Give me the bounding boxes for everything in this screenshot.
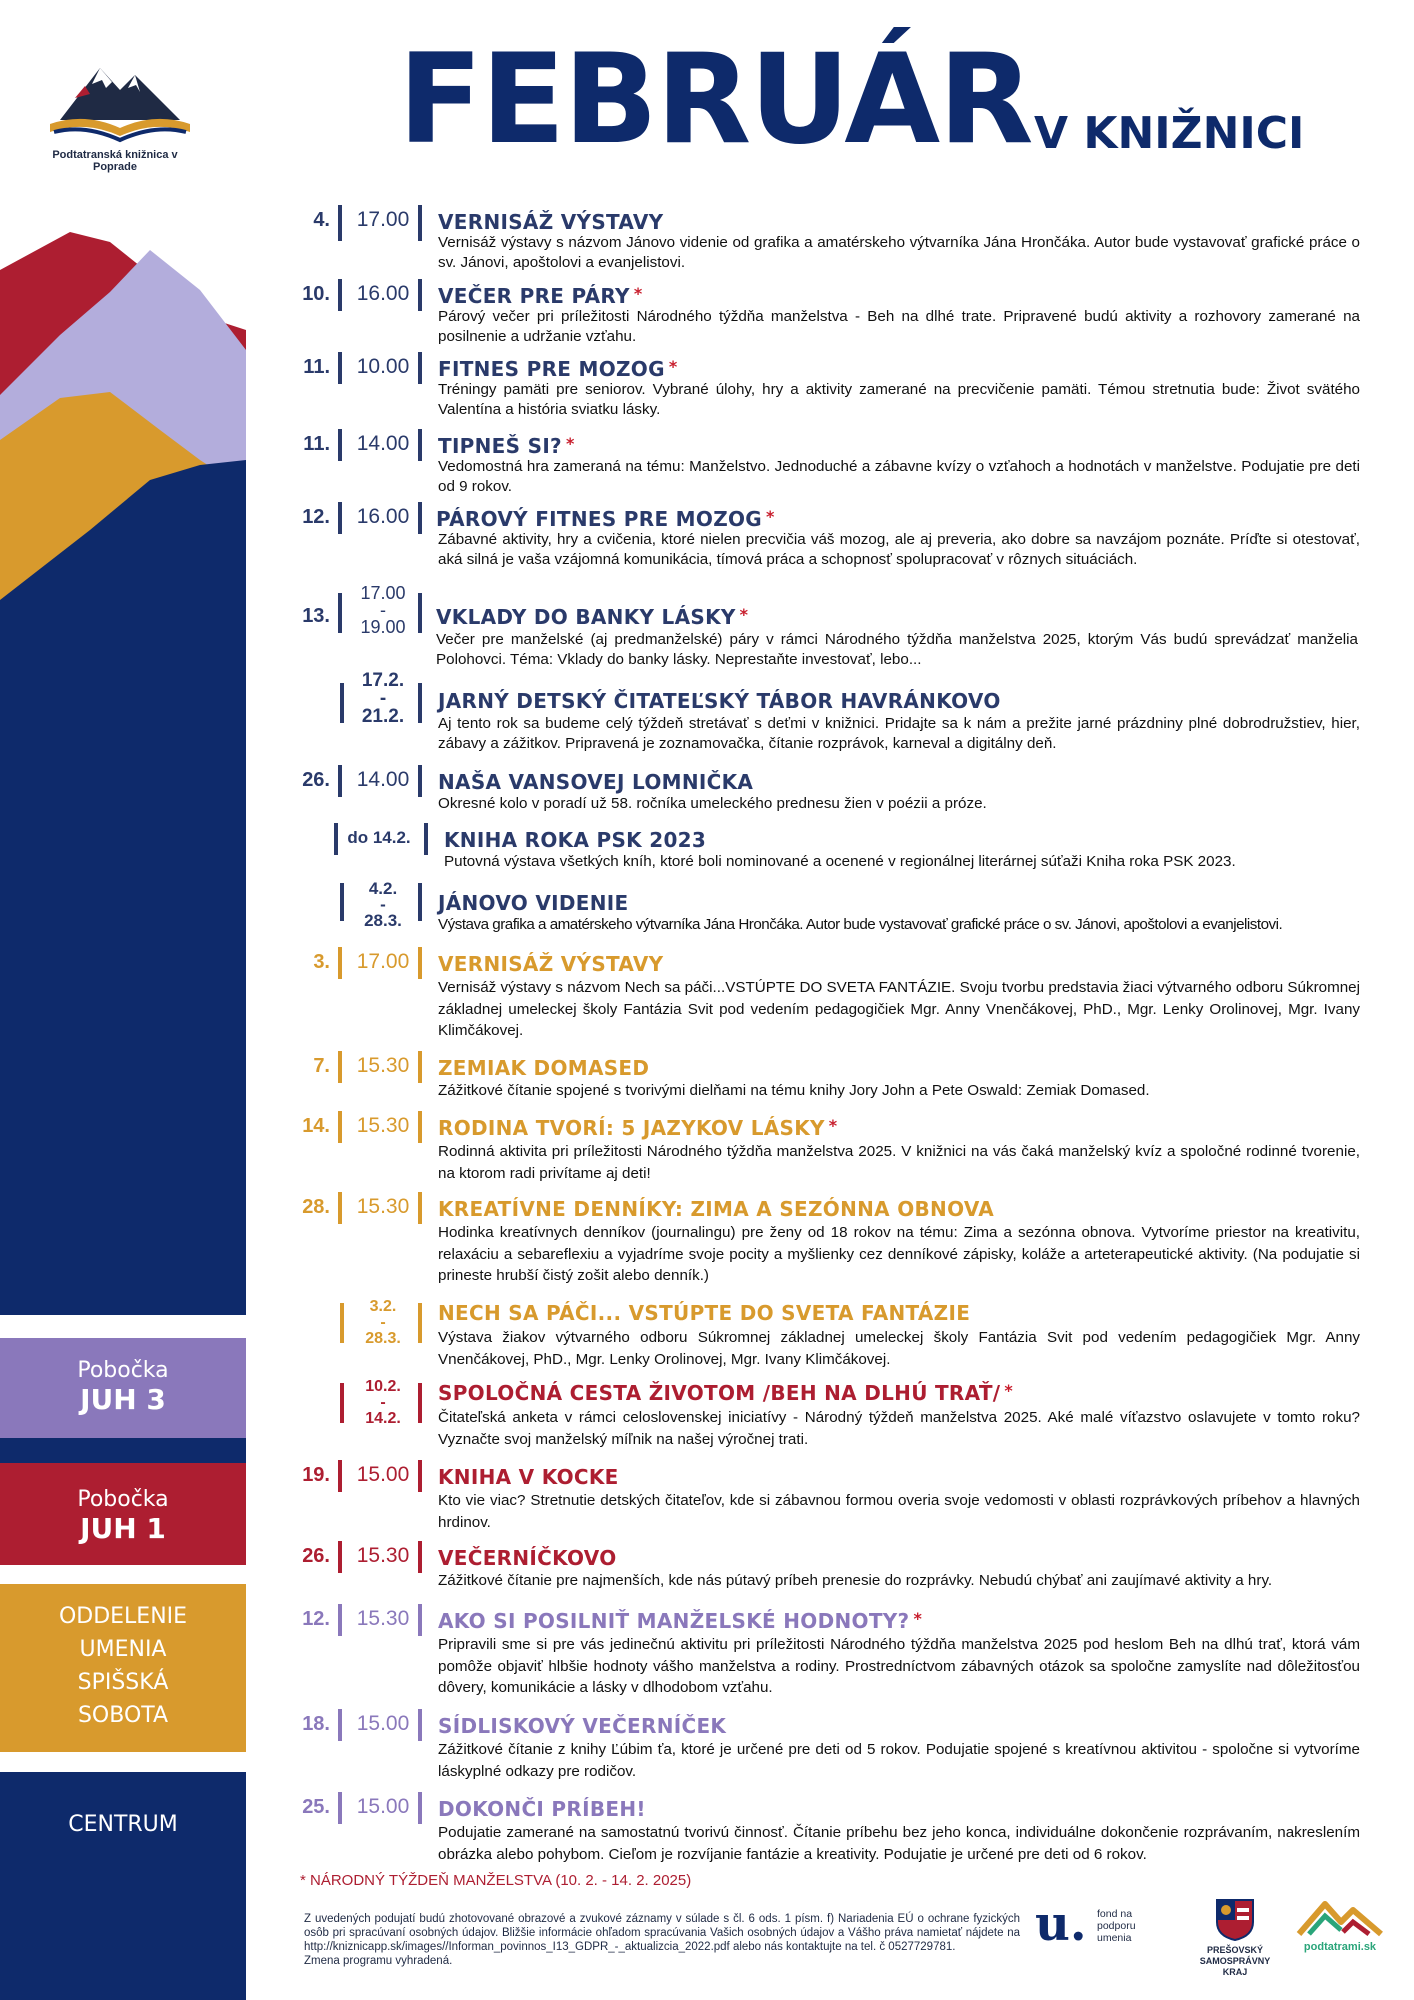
event-title-text: SÍDLISKOVÝ VEČERNÍČEK: [438, 1714, 727, 1738]
divider: [338, 279, 342, 311]
event-day: 13.: [302, 605, 330, 627]
branch-juh3-line2: JUH 3: [80, 1383, 166, 1416]
event-title: [438, 210, 667, 234]
branch-umenia-line3: SPIŠSKÁ: [77, 1670, 169, 1695]
branch-umenia-line4: SOBOTA: [77, 1703, 169, 1728]
event-title-text: RODINA TVORÍ: 5 JAZYKOV LÁSKY: [438, 1116, 825, 1140]
divider: [340, 1383, 344, 1423]
event-time-to: 21.2.: [361, 706, 405, 727]
range-dash: -: [380, 1314, 386, 1331]
event-description: Večer pre manželské (aj predmanželské) páry v rámci Národného týždňa manželstva 2025, ktorým Vás budú sprevádzať manželia Polohovci. Téma: Vklady do banky lásky. Neprestaňte investovať, lebo...: [436, 631, 1358, 668]
range-dash: -: [380, 1394, 386, 1411]
event-time-from: 17.00: [360, 583, 406, 603]
event-title: [438, 891, 632, 915]
event-description: Pripravili sme si pre vás jedinečnú aktivitu pri príležitosti Národného týždňa manželstva 2025 pod heslom Beh na dlhú trať, ktorá vám pomôže objaviť hlbšie hodnoty vášho manželstva a rodiny. Prostredníctvom zábavných otázok sa spoločne zamyslíte nad dôležitosťou dôvery, komunikácie a lásky v dlhodobom vzťahu.: [438, 1636, 1360, 1696]
event-time: 15.30: [356, 1607, 410, 1630]
event-time: do 14.2.: [347, 828, 411, 847]
event-description: Rodinná aktivita pri príležitosti Národného týždňa manželstva 2025. V knižnici na vás čaká manželský kvíz a spoločné rodinné tvorenie, na ktorom radi privítame aj deti!: [438, 1143, 1360, 1182]
event-description: Podujatie zamerané na samostatnú tvorivú činnosť. Čítanie príbehu bez jeho konca, individuálne dokončenie rozprávaním, nakreslením obrázka alebo pohybom. Cieľom je rozvíjanie fantázie a kreativity. Podujatie je určené pre deti od 6 rokov.: [438, 1824, 1360, 1863]
event-day: 11.: [303, 356, 330, 378]
event-day: 3.: [313, 951, 330, 973]
event-star: *: [633, 284, 643, 303]
partner-podtatrami: [1285, 1898, 1395, 1953]
event-time: 16.00: [356, 505, 410, 528]
divider: [418, 1303, 422, 1343]
event-title: [436, 605, 748, 629]
divider: [418, 1111, 422, 1143]
partner-psk: [1190, 1898, 1280, 1978]
event-description: Výstava žiakov výtvarného odboru Súkromnej základnej umeleckej školy Fantázia Svit pod vedením pedagogičiek Mgr. Anny Vnenčákovej, PhD., Mgr. Lenky Orolinovej, Mgr. Ivany Klimčákovej.: [438, 1329, 1360, 1368]
event-time-from: 4.2.: [368, 879, 398, 898]
event-description: Zážitkové čítanie z knihy Ľúbim ťa, ktoré je určené pre deti od 5 rokov. Podujatie spojené s kreatívnou aktivitou - spoločne si vytvoríme láskyplné odkazy pre rodičov.: [438, 1741, 1360, 1780]
divider: [338, 1051, 342, 1083]
event-time: 15.30: [356, 1195, 410, 1218]
event-title: [438, 689, 1005, 713]
event-day: 11.: [303, 433, 330, 455]
divider: [340, 1303, 344, 1343]
event-title: [438, 434, 575, 458]
divider: [338, 502, 342, 534]
event-day: 26.: [302, 1545, 330, 1567]
event-time-to: 28.3.: [365, 1330, 401, 1347]
event-title: [438, 1546, 621, 1570]
program-change-note: Zmena programu vyhradená.: [304, 1955, 453, 1967]
branch-juh3-line1: Pobočka: [77, 1358, 169, 1383]
event-day: 7.: [313, 1055, 330, 1077]
event-day: 25.: [302, 1796, 330, 1818]
event-time-to: 28.3.: [364, 911, 402, 930]
event-time-range: [348, 585, 418, 636]
divider: [340, 883, 344, 921]
divider: [418, 1792, 422, 1824]
event-time-range: [348, 1299, 418, 1347]
event-title-text: NAŠA VANSOVEJ LOMNIČKA: [438, 770, 754, 794]
event-day: 12.: [302, 1608, 330, 1630]
divider: [418, 1383, 422, 1423]
divider: [338, 1541, 342, 1573]
divider: [338, 1460, 342, 1492]
event-time: 14.00: [356, 432, 410, 455]
event-title-text: KREATÍVNE DENNÍKY: ZIMA A SEZÓNNA OBNOVA: [438, 1197, 995, 1221]
divider: [418, 279, 422, 311]
branch-umenia-line2: UMENIA: [79, 1637, 167, 1662]
event-title: [438, 1381, 1013, 1405]
divider: [338, 429, 342, 461]
divider: [338, 593, 342, 633]
branch-umenia-line1: ODDELENIE: [58, 1604, 188, 1629]
event-title-text: VERNISÁŽ VÝSTAVY: [438, 210, 664, 234]
event-title-text: JARNÝ DETSKÝ ČITATEĽSKÝ TÁBOR HAVRÁNKOVO: [438, 689, 1001, 713]
event-time: 15.00: [356, 1712, 410, 1735]
event-title-text: KNIHA ROKA PSK 2023: [444, 828, 707, 852]
podtatrami-logo-icon: [1295, 1898, 1385, 1938]
branch-juh1-label: [0, 1463, 246, 1565]
event-title-text: NECH SA PÁČI... VSTÚPTE DO SVETA FANTÁZIE: [438, 1301, 971, 1325]
event-time: 14.00: [356, 768, 410, 791]
event-time: 17.00: [356, 208, 410, 231]
podtatrami-text: podtatrami.sk: [1303, 1941, 1377, 1953]
event-description: Vernisáž výstavy s názvom Nech sa páči...VSTÚPTE DO SVETA FANTÁZIE. Svoju tvorbu predstavia žiaci výtvarného odboru Súkromnej základnej umeleckej školy Fantázia Svit pod vedením pedagogičiek Mgr. Anny Vnenčákovej, PhD., Mgr. Lenky Orolinovej, Mgr. Ivany Klimčákovej.: [438, 979, 1360, 1039]
fond-text: fond na podporu umenia: [1097, 1908, 1136, 1944]
event-time-range: [348, 881, 418, 929]
event-title-text: TIPNEŠ SI?: [438, 434, 562, 458]
event-day: 4.: [313, 209, 330, 231]
event-day: 12.: [302, 506, 330, 528]
event-description: Okresné kolo v poradí už 58. ročníka umeleckého prednesu žien v poézii a próze.: [438, 795, 987, 812]
divider: [418, 947, 422, 979]
event-star: *: [828, 1116, 838, 1135]
event-title-text: KNIHA V KOCKE: [438, 1465, 619, 1489]
event-description: Zážitkové čítanie spojené s tvorivými dielňami na tému knihy Jory John a Pete Oswald: Zemiak Domased.: [438, 1082, 1150, 1099]
event-time: 15.00: [356, 1795, 410, 1818]
event-star: *: [739, 605, 749, 624]
event-day: 19.: [302, 1464, 330, 1486]
divider: [424, 823, 428, 855]
library-logo: [30, 50, 220, 173]
event-time-range: [348, 1379, 418, 1427]
event-description: Zábavné aktivity, hry a cvičenia, ktoré nielen precvičia váš mozog, ale aj preveria, ako dobre sa navzájom poznáte. Príďte si otestovať, aká silná je vaša vzájomná komunikácia, tímová práca a schopnosť spolupracovať v rôznych situáciách.: [438, 531, 1360, 568]
coat-of-arms-icon: [1215, 1898, 1255, 1942]
event-time: 15.30: [356, 1114, 410, 1137]
event-description: Aj tento rok sa budeme celý týždeň stretávať s deťmi v knižnici. Pridajte sa k nám a prežite jarné prázdniny plné dobrodružstiev, hier, zábavy a zážitkov. Pripravená je zoznamovačka, čítanie rozprávok, karneval a digitálny deň.: [438, 715, 1360, 752]
divider: [418, 429, 422, 461]
event-title: [438, 770, 757, 794]
divider: [418, 593, 422, 633]
event-day: 14.: [302, 1115, 330, 1137]
divider: [418, 352, 422, 384]
event-star: *: [1004, 1381, 1014, 1400]
partner-fond: [1035, 1898, 1165, 1953]
event-star: *: [766, 507, 775, 526]
event-time-from: 17.2.: [361, 670, 405, 691]
event-title-text: VKLADY DO BANKY LÁSKY: [436, 605, 736, 629]
event-description: Výstava grafika a amatérskeho výtvarníka Jána Hrončáka. Autor bude vystavovať grafické práce o sv. Jánovi, apoštolovi a evanjelistovi.: [438, 916, 1283, 933]
event-time: 10.00: [356, 355, 410, 378]
divider: [340, 683, 344, 723]
event-title: [444, 828, 710, 852]
divider: [418, 883, 422, 921]
range-dash: -: [379, 688, 387, 709]
branch-juh1-line2: JUH 1: [80, 1512, 166, 1545]
event-description: Vernisáž výstavy s názvom Jánovo videnie od grafika a amatérskeho výtvarníka Jána Hrončáka. Autor bude vystavovať grafické práce o sv. Jánovi, apoštolovi a evanjelistovi.: [438, 234, 1360, 271]
divider: [338, 765, 342, 797]
event-star: *: [565, 434, 575, 453]
event-title: [436, 507, 775, 531]
divider: [418, 1460, 422, 1492]
branch-juh1-line1: Pobočka: [77, 1487, 169, 1512]
divider: [338, 1111, 342, 1143]
event-title-text: ZEMIAK DOMASED: [438, 1056, 650, 1080]
divider: [338, 1604, 342, 1636]
event-title-text: JÁNOVO VIDENIE: [438, 891, 629, 915]
event-title-text: VERNISÁŽ VÝSTAVY: [438, 952, 664, 976]
footnote: * NÁRODNÝ TÝŽDEŇ MANŽELSTVA (10. 2. - 14. 2. 2025): [300, 1872, 692, 1889]
event-title: [438, 1609, 922, 1633]
gdpr-text: Z uvedených podujatí budú zhotovované obrazové a zvukové záznamy v súlade s čl. 6 ods. 1 písm. f) Nariadenia EÚ o ochrane fyzických osôb pri spracúvaní osobných údajov. Bližšie informácie ohľadom spracúvania Vašich osobných údajov a Vášho práva namietať nájdete na http://kniznicapp.sk/images//Informan_povinnos_I13_GDPR_-_aktualizcia_2022.pdf alebo nás kontaktujte na tel. č 0527729781.: [304, 1913, 1020, 1953]
event-star: *: [668, 357, 678, 376]
divider: [338, 1709, 342, 1741]
event-time: 15.30: [356, 1054, 410, 1077]
divider: [418, 205, 422, 241]
event-day: 26.: [302, 769, 330, 791]
event-time: 17.00: [356, 950, 410, 973]
event-time-range: [348, 672, 418, 726]
divider: [338, 1192, 342, 1224]
divider: [418, 1709, 422, 1741]
event-title: [438, 1056, 653, 1080]
range-dash: -: [380, 895, 386, 914]
event-description: Párový večer pri príležitosti Národného týždňa manželstva - Beh na dlhé trate. Pripravené budú aktivity a rozhovory zamerané na posilnenie a udržanie vzťahu.: [438, 308, 1360, 345]
range-dash: -: [380, 600, 386, 620]
divider: [334, 823, 338, 855]
event-title: [438, 1714, 730, 1738]
divider: [418, 1541, 422, 1573]
event-title-text: VEČERNÍČKOVO: [438, 1546, 617, 1570]
event-time: 15.30: [356, 1544, 410, 1567]
event-description: Putovná výstava všetkých kníh, ktoré boli nominované a ocenené v regionálnej literárnej súťaži Kniha roka PSK 2023.: [444, 853, 1236, 870]
event-description: Hodinka kreatívnych denníkov (journalingu) pre ženy od 18 rokov na tému: Zima a sezónna obnova. Vytvoríme priestor na kreativitu, relaxáciu a sebareflexiu a vyjadríme svoje pocity a myšlienky cez denníkové zápisky, koláže a arteterapeutické aktivity. (Na podujatie si prineste hrubší čistý zošit alebo denník.): [438, 1224, 1360, 1284]
event-title-text: SPOLOČNÁ CESTA ŽIVOTOM /BEH NA DLHÚ TRAŤ/: [438, 1381, 1001, 1405]
divider: [418, 683, 422, 723]
event-title-text: PÁROVÝ FITNES PRE MOZOG: [436, 507, 763, 531]
event-day: 18.: [302, 1713, 330, 1735]
event-title: [438, 284, 643, 308]
event-time: 15.00: [356, 1463, 410, 1486]
divider: [418, 765, 422, 797]
event-title-text: AKO SI POSILNIŤ MANŽELSKÉ HODNOTY?: [438, 1609, 910, 1633]
mountain-book-icon: [40, 50, 200, 145]
svg-text:u.: u.: [1035, 1898, 1087, 1950]
event-description: Vedomostná hra zameraná na tému: Manželstvo. Jednoduché a zábavne kvízy o vzťahoch a hodnotách v manželstve. Podujatie pre deti od 9 rokov.: [438, 458, 1360, 495]
divider: [418, 502, 422, 534]
page-title: FEBRUÁR: [398, 28, 1032, 172]
divider: [418, 1192, 422, 1224]
event-description: Čitateľská anketa v rámci celoslovenskej iniciatívy - Národný týždeň manželstva 2025. Aké malé víťazstvo oslavujete v tomto roku? Vyznačte svoj manželský míľnik na našej výročnej trati.: [438, 1409, 1360, 1448]
psk-text: PREŠOVSKÝ SAMOSPRÁVNY KRAJ: [1199, 1945, 1271, 1977]
event-description: Zážitkové čítanie pre najmenších, kde nás pútavý príbeh prenesie do rozprávky. Nebudú chýbať ani zaujímavé aktivity a hry.: [438, 1572, 1273, 1589]
event-time-from: 10.2.: [365, 1378, 401, 1395]
event-time-from: 3.2.: [369, 1298, 397, 1315]
event-title: [438, 1197, 998, 1221]
divider: [338, 947, 342, 979]
event-star: *: [913, 1609, 923, 1628]
event-title-text: VEČER PRE PÁRY: [438, 284, 630, 308]
event-description: Tréningy pamäti pre seniorov. Vybrané úlohy, hry a aktivity zamerané na precvičenie pamäti. Témou stretnutia bude: Život svätého Valentína a história sviatku lásky.: [438, 381, 1360, 418]
logo-text: Podtatranská knižnica v Poprade: [52, 149, 178, 173]
branch-centrum-label: CENTRUM: [0, 1772, 246, 1884]
branch-umenia-label: [0, 1584, 246, 1752]
event-day: 10.: [302, 283, 330, 305]
event-title: [438, 1797, 650, 1821]
divider: [418, 1604, 422, 1636]
page-subtitle: V KNIŽNICI: [1034, 108, 1305, 159]
event-title-text: FITNES PRE MOZOG: [438, 357, 665, 381]
branch-juh3-label: [0, 1338, 246, 1438]
event-title-text: DOKONČI PRÍBEH!: [438, 1797, 646, 1821]
event-title: [438, 1301, 974, 1325]
event-title: [438, 357, 678, 381]
event-time: 16.00: [356, 282, 410, 305]
gdpr-notice: [304, 1912, 1020, 1968]
event-day: 28.: [302, 1196, 330, 1218]
event-time-to: 19.00: [360, 617, 406, 637]
event-title: [438, 1465, 623, 1489]
event-time-to: 14.2.: [365, 1410, 401, 1427]
event-description: Kto vie viac? Stretnutie detských čitateľov, kde si zábavnou formou overia svoje vedomosti v oblasti rozprávkových príbehov a hlavných hrdinov.: [438, 1492, 1360, 1531]
divider: [338, 352, 342, 384]
event-title: [438, 1116, 837, 1140]
divider: [338, 1792, 342, 1824]
event-title: [438, 952, 667, 976]
divider: [418, 1051, 422, 1083]
divider: [338, 205, 342, 241]
